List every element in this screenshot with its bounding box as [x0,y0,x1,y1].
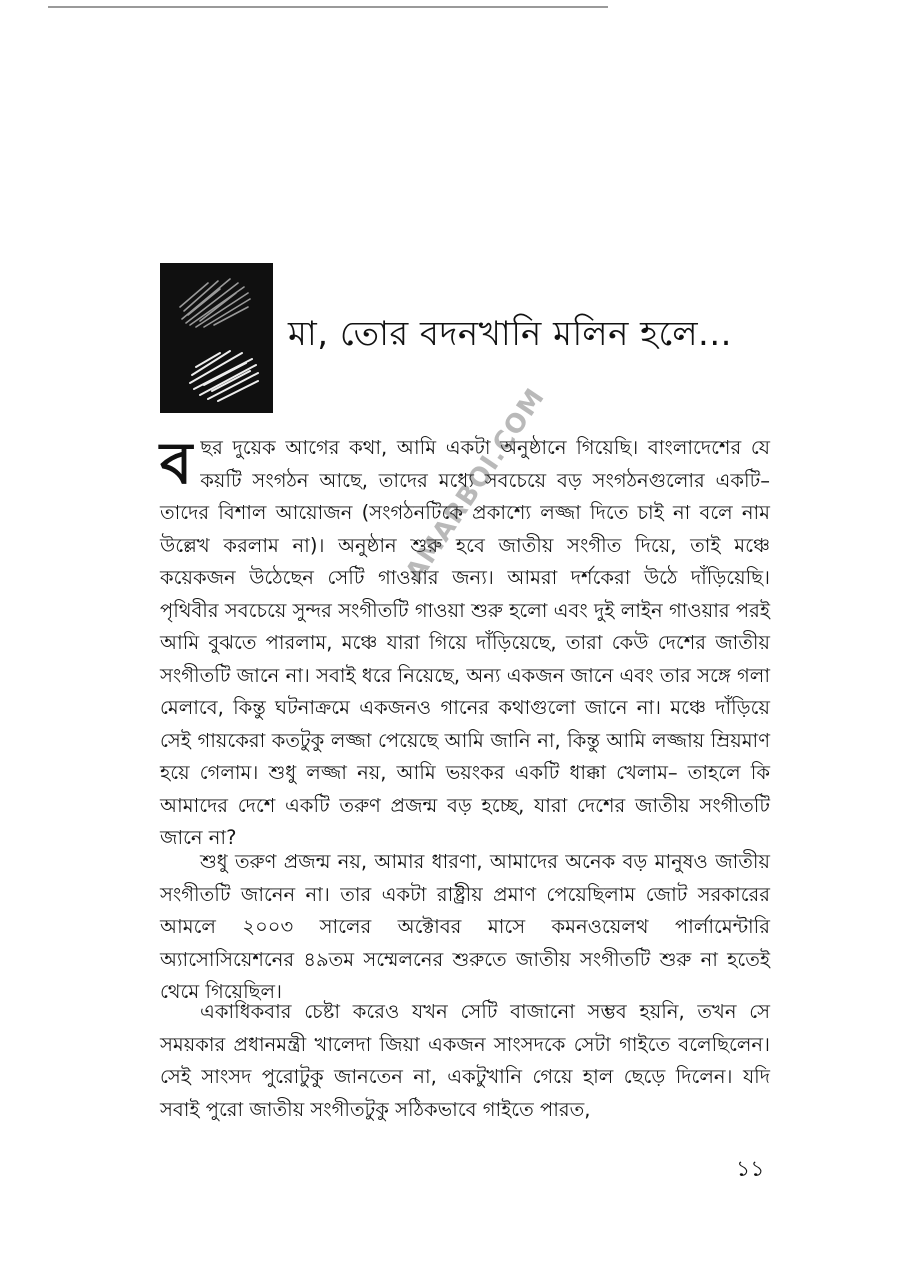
paragraph-2 [160,846,770,1009]
paragraph-2-text: শুধু তরুণ প্রজন্ম নয়, আমার ধারণা, আমাদের অনেক বড় মানুষও জাতীয় সংগীতটি জানেন না। তার একটা রাষ্ট্রীয় প্রমাণ পেয়েছিলাম জোট সরকারের আমলে ২০০৩ সালের অক্টোবর মাসে কমনওয়েলথ পার্লামেন্টারি অ্যাসোসিয়েশনের ৪৯তম সম্মেলনের শুরুতে জাতীয় সংগীতটি শুরু না হতেই থেমে গিয়েছিল। [160,850,770,1003]
paragraph-3-text: একাধিকবার চেষ্টা করেও যখন সেটি বাজানো সম্ভব হয়নি, তখন সে সময়কার প্রধানমন্ত্রী খালেদা জিয়া একজন সাংসদকে সেটা গাইতে বলেছিলেন। সেই সাংসদ পুরোটুকু জানতেন না, একটুখানি গেয়ে হাল ছেড়ে দিলেন। যদি সবাই পুরো জাতীয় সংগীতটুকু সঠিকভাবে গাইতে পারত, [160,1000,770,1121]
chapter-ornament-image [160,263,273,413]
top-scan-rule [48,6,608,8]
chapter-title: মা, তোর বদনখানি মলিন হলে... [288,314,732,354]
watermark: AMARBOI.COM [400,382,552,587]
page-number: ১১ [736,1157,765,1182]
paragraph-3 [160,996,770,1126]
drop-cap: ব [160,429,193,497]
paragraph-1-text: ছর দুয়েক আগের কথা, আমি একটা অনুষ্ঠানে গিয়েছি। বাংলাদেশের যে কয়টি সংগঠন আছে, তাদের মধ্যে সবচেয়ে বড় সংগঠনগুলোর একটি– তাদের বিশাল আয়োজন (সংগঠনটিকে প্রকাশ্যে লজ্জা দিতে চাই না বলে নাম উল্লেখ করলাম না)। অনুষ্ঠান শুরু হবে জাতীয় সংগীত দিয়ে, তাই মঞ্চে কয়েকজন উঠেছেন সেটি গাওয়ার জন্য। আমরা দর্শকেরা উঠে দাঁড়িয়েছি। পৃথিবীর সবচেয়ে সুন্দর সংগীতটি গাওয়া শুরু হলো এবং দুই লাইন গাওয়ার পরই আমি বুঝতে পারলাম, মঞ্চে যারা গিয়ে দাঁড়িয়েছে, তারা কেউ দেশের জাতীয় সংগীতটি জানে না। সবাই ধরে নিয়েছে, অন্য একজন জানে এবং তার সঙ্গে গলা মেলাবে, কিন্তু ঘটনাক্রমে একজনও গানের কথাগুলো জানে না। মঞ্চে দাঁড়িয়ে সেই গায়কেরা কতটুকু লজ্জা পেয়েছে আমি জানি না, কিন্তু আমি লজ্জায় ম্রিয়মাণ হয়ে গেলাম। শুধু লজ্জা নয়, আমি ভয়ংকর একটি ধাক্কা খেলাম– তাহলে কি আমাদের দেশে একটি তরুণ প্রজন্ম বড় হচ্ছে, যারা দেশের জাতীয় সংগীতটি জানে না? [160,436,770,849]
